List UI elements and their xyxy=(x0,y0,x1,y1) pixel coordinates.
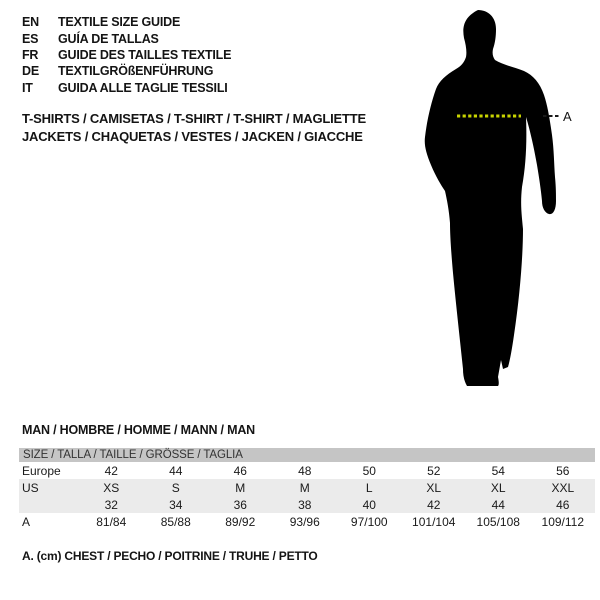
size-cell: S xyxy=(144,479,209,496)
size-cell: 44 xyxy=(466,496,531,513)
man-figure xyxy=(400,5,600,390)
language-code: EN xyxy=(22,15,39,30)
size-cell: 52 xyxy=(427,463,441,478)
table-row-us-letters xyxy=(19,479,595,496)
size-cell: XL xyxy=(402,479,467,496)
size-cell: 40 xyxy=(337,496,402,513)
table-row-chest-cm xyxy=(19,513,595,530)
row-label: A xyxy=(22,514,31,529)
language-label: TEXTILE SIZE GUIDE xyxy=(58,15,181,30)
size-cell: 34 xyxy=(144,496,209,513)
size-table-header: SIZE / TALLA / TAILLE / GRÖSSE / TAGLIA xyxy=(19,448,595,462)
size-cell: 46 xyxy=(233,463,247,478)
size-cell: 93/96 xyxy=(289,514,320,529)
man-silhouette xyxy=(425,10,556,386)
size-cell: 105/108 xyxy=(476,514,520,529)
size-cell: 85/88 xyxy=(160,514,191,529)
man-silhouette-svg xyxy=(400,5,600,390)
language-label: GUÍA DE TALLAS xyxy=(58,31,159,46)
category-heading xyxy=(22,110,366,146)
language-list xyxy=(22,14,231,96)
table-row-us-numbers xyxy=(19,496,595,513)
size-cell: 44 xyxy=(169,463,183,478)
category-line-jackets: JACKETS / CHAQUETAS / VESTES / JACKEN / GIACCHE xyxy=(22,129,363,144)
size-cell: 81/84 xyxy=(96,514,127,529)
size-cell: 101/104 xyxy=(412,514,456,529)
size-cell: 32 xyxy=(79,496,144,513)
size-cell: 42 xyxy=(402,496,467,513)
language-row xyxy=(22,14,231,30)
language-code: FR xyxy=(22,47,39,62)
row-label: Europe xyxy=(22,463,61,478)
row-label: US xyxy=(19,479,79,496)
language-label: TEXTILGRÖßENFÜHRUNG xyxy=(58,64,214,79)
size-cell: 42 xyxy=(104,463,118,478)
size-cell: L xyxy=(337,479,402,496)
size-table-header-row xyxy=(19,448,595,462)
size-cell: M xyxy=(208,479,273,496)
measure-label-a: A xyxy=(563,109,572,124)
language-row xyxy=(22,80,231,96)
language-label: GUIDA ALLE TAGLIE TESSILI xyxy=(58,80,228,95)
language-label: GUIDE DES TAILLES TEXTILE xyxy=(58,47,232,62)
size-table xyxy=(19,448,595,530)
measurement-footnote: A. (cm) CHEST / PECHO / POITRINE / TRUHE / PETTO xyxy=(22,549,318,563)
size-cell: 89/92 xyxy=(225,514,256,529)
size-cell: XS xyxy=(79,479,144,496)
language-code: DE xyxy=(22,64,39,79)
size-cell: 56 xyxy=(556,463,570,478)
row-label xyxy=(19,496,79,513)
size-cell: XL xyxy=(466,479,531,496)
category-line-tshirts: T-SHIRTS / CAMISETAS / T-SHIRT / T-SHIRT / MAGLIETTE xyxy=(22,111,366,126)
size-cell: 48 xyxy=(298,463,312,478)
section-title: MAN / HOMBRE / HOMME / MANN / MAN xyxy=(22,423,255,437)
language-row xyxy=(22,47,231,63)
size-cell: 46 xyxy=(531,496,596,513)
size-cell: 50 xyxy=(362,463,376,478)
size-cell: M xyxy=(273,479,338,496)
table-row-europe xyxy=(19,462,595,479)
language-row xyxy=(22,63,231,79)
language-code: ES xyxy=(22,31,39,46)
size-cell: 97/100 xyxy=(350,514,388,529)
language-code: IT xyxy=(22,80,33,95)
size-cell: XXL xyxy=(531,479,596,496)
size-cell: 109/112 xyxy=(541,514,585,529)
language-row xyxy=(22,30,231,46)
size-cell: 38 xyxy=(273,496,338,513)
size-cell: 54 xyxy=(491,463,505,478)
size-cell: 36 xyxy=(208,496,273,513)
